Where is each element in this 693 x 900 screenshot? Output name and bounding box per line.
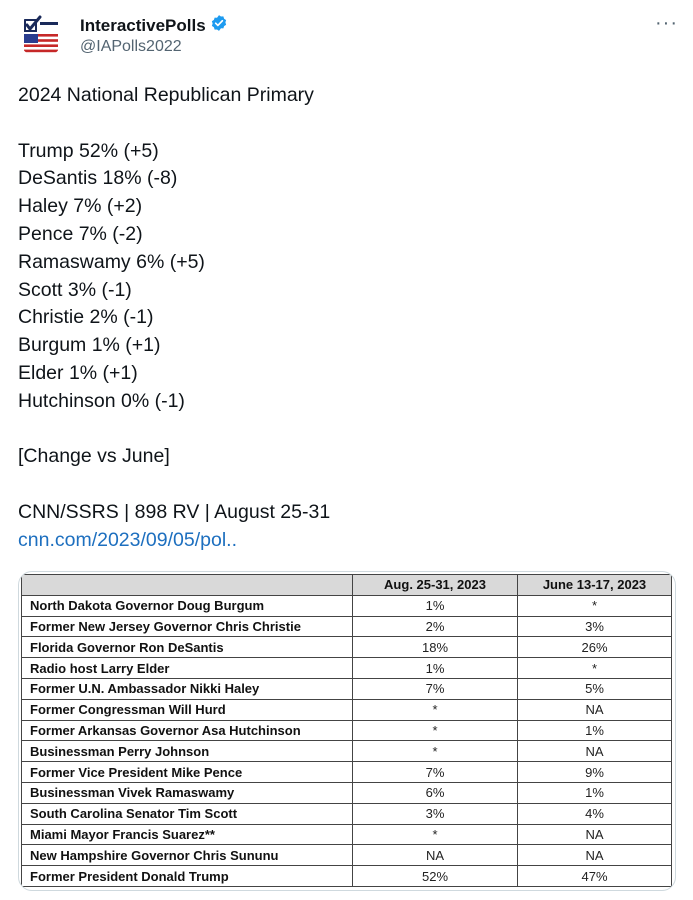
tweet-line: Hutchinson 0% (-1) (18, 389, 185, 412)
june-value-cell: 47% (518, 866, 672, 887)
user-handle[interactable]: @IAPolls2022 (80, 38, 182, 55)
aug-value-cell: * (353, 741, 518, 762)
june-value-cell: NA (518, 824, 672, 845)
tweet-line: Burgum 1% (+1) (18, 334, 161, 357)
table-row (22, 824, 672, 845)
candidate-name-cell: New Hampshire Governor Chris Sununu (22, 845, 353, 866)
table-row (22, 616, 672, 637)
june-value-cell: * (518, 595, 672, 616)
june-value-cell: NA (518, 845, 672, 866)
candidate-name-cell: South Carolina Senator Tim Scott (22, 803, 353, 824)
table-row (22, 678, 672, 699)
table-row (22, 658, 672, 679)
tweet-line: 2024 National Republican Primary (18, 84, 314, 106)
tweet-line: DeSantis 18% (-8) (18, 167, 178, 190)
tweet-line: Ramaswamy 6% (+5) (18, 250, 205, 273)
june-value-cell: 9% (518, 762, 672, 783)
tweet-line: Trump 52% (+5) (18, 139, 159, 162)
aug-value-cell: * (353, 720, 518, 741)
poll-table (21, 574, 672, 887)
table-row (22, 637, 672, 658)
june-value-cell: 4% (518, 803, 672, 824)
column-header: Aug. 25-31, 2023 (353, 575, 518, 596)
column-header: June 13-17, 2023 (518, 575, 672, 596)
candidate-name-cell: Former Vice President Mike Pence (22, 762, 353, 783)
candidate-name-cell: Former Congressman Will Hurd (22, 699, 353, 720)
candidate-name-cell: Former U.N. Ambassador Nikki Haley (22, 678, 353, 699)
more-options-icon[interactable]: ··· (655, 12, 678, 34)
june-value-cell: NA (518, 699, 672, 720)
aug-value-cell: 52% (353, 866, 518, 887)
aug-value-cell: 1% (353, 595, 518, 616)
tweet-link[interactable]: cnn.com/2023/09/05/pol.. (18, 528, 237, 551)
tweet-line (18, 416, 678, 444)
display-name[interactable] (80, 14, 228, 37)
june-value-cell: 3% (518, 616, 672, 637)
tweet-line: Christie 2% (-1) (18, 306, 154, 329)
candidate-name-cell: Former Arkansas Governor Asa Hutchinson (22, 720, 353, 741)
tweet-line (18, 110, 678, 138)
table-row (22, 866, 672, 887)
june-value-cell: 1% (518, 782, 672, 803)
tweet-line: Scott 3% (-1) (18, 278, 132, 301)
aug-value-cell: 7% (353, 762, 518, 783)
candidate-name-cell: Radio host Larry Elder (22, 658, 353, 679)
table-row (22, 699, 672, 720)
table-row (22, 803, 672, 824)
display-name-text: InteractivePolls (80, 15, 206, 35)
aug-value-cell: 3% (353, 803, 518, 824)
aug-value-cell: 7% (353, 678, 518, 699)
candidate-name-cell: Former New Jersey Governor Chris Christie (22, 616, 353, 637)
tweet-line: Elder 1% (+1) (18, 361, 138, 384)
table-header-row (22, 575, 672, 596)
june-value-cell: NA (518, 741, 672, 762)
avatar[interactable] (18, 12, 64, 58)
attached-image[interactable] (18, 571, 676, 891)
tweet-line: CNN/SSRS | 898 RV | August 25-31 (18, 500, 331, 523)
aug-value-cell: NA (353, 845, 518, 866)
june-value-cell: * (518, 658, 672, 679)
column-header (22, 575, 353, 596)
june-value-cell: 26% (518, 637, 672, 658)
aug-value-cell: 6% (353, 782, 518, 803)
candidate-name-cell: Former President Donald Trump (22, 866, 353, 887)
table-row (22, 741, 672, 762)
tweet-text (18, 82, 678, 555)
tweet-line: [Change vs June] (18, 445, 170, 468)
table-row (22, 595, 672, 616)
tweet-header (18, 12, 678, 62)
aug-value-cell: 1% (353, 658, 518, 679)
tweet-line: Haley 7% (+2) (18, 195, 143, 218)
aug-value-cell: * (353, 824, 518, 845)
table-row (22, 782, 672, 803)
table-row (22, 762, 672, 783)
candidate-name-cell: Florida Governor Ron DeSantis (22, 637, 353, 658)
tweet-line (18, 471, 678, 499)
candidate-name-cell: Businessman Perry Johnson (22, 741, 353, 762)
verified-badge-icon (210, 14, 228, 37)
aug-value-cell: * (353, 699, 518, 720)
tweet-line: Pence 7% (-2) (18, 222, 143, 245)
aug-value-cell: 2% (353, 616, 518, 637)
candidate-name-cell: Miami Mayor Francis Suarez** (22, 824, 353, 845)
table-row (22, 845, 672, 866)
candidate-name-cell: Businessman Vivek Ramaswamy (22, 782, 353, 803)
candidate-name-cell: North Dakota Governor Doug Burgum (22, 595, 353, 616)
aug-value-cell: 18% (353, 637, 518, 658)
poll-logo-icon (18, 12, 64, 58)
june-value-cell: 5% (518, 678, 672, 699)
june-value-cell: 1% (518, 720, 672, 741)
table-row (22, 720, 672, 741)
